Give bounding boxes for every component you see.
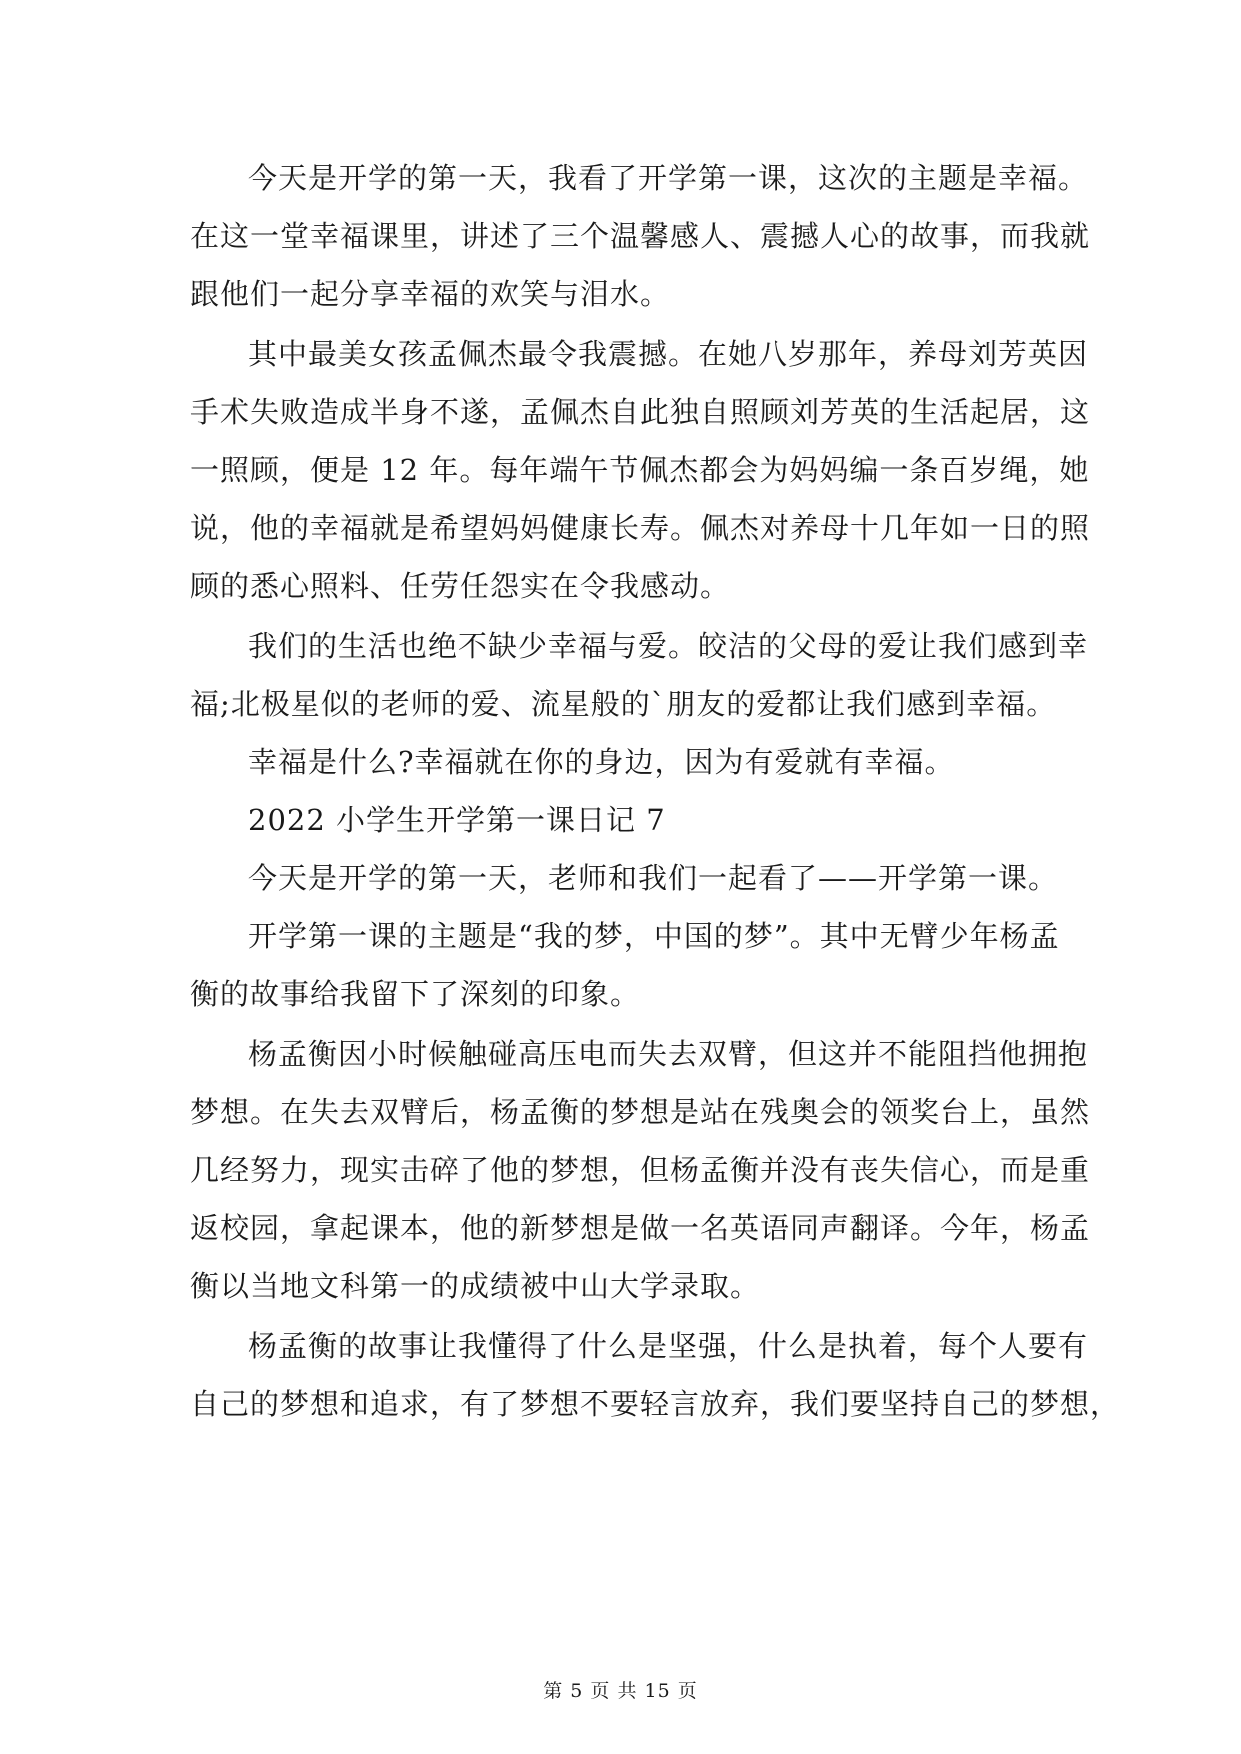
paragraph-line: 福;北极星似的老师的爱、流星般的`朋友的爱都让我们感到幸福。 [190,687,1057,721]
paragraph-line: 一照顾，便是 12 年。每年端午节佩杰都会为妈妈编一条百岁绳，她 [190,453,1090,487]
page-number-footer: 第 5 页 共 15 页 [543,1680,698,1702]
paragraph-line: 在这一堂幸福课里，讲述了三个温馨感人、震撼人心的故事，而我就 [190,219,1091,253]
paragraph-line: 幸福是什么?幸福就在你的身边，因为有爱就有幸福。 [248,745,955,779]
paragraph-line: 手术失败造成半身不遂，孟佩杰自此独自照顾刘芳英的生活起居，这 [190,395,1091,429]
paragraph-line: 今天是开学的第一天，老师和我们一起看了——开学第一课。 [248,861,1059,895]
paragraph-line: 杨孟衡因小时候触碰高压电而失去双臂，但这并不能阻挡他拥抱 [248,1037,1089,1071]
paragraph-line: 顾的悉心照料、任劳任怨实在令我感动。 [190,569,731,603]
paragraph-line: 衡以当地文科第一的成绩被中山大学录取。 [190,1269,761,1303]
paragraph-line: 几经努力，现实击碎了他的梦想，但杨孟衡并没有丧失信心，而是重 [190,1153,1091,1187]
paragraph-line: 我们的生活也绝不缺少幸福与爱。皎洁的父母的爱让我们感到幸 [248,629,1089,663]
paragraph-line: 自己的梦想和追求，有了梦想不要轻言放弃，我们要坚持自己的梦想， [190,1387,1121,1421]
paragraph-line: 跟他们一起分享幸福的欢笑与泪水。 [190,277,671,311]
section-heading: 2022 小学生开学第一课日记 7 [248,803,666,837]
paragraph-line: 返校园，拿起课本，他的新梦想是做一名英语同声翻译。今年，杨孟 [190,1211,1091,1245]
paragraph-line: 衡的故事给我留下了深刻的印象。 [190,977,641,1011]
paragraph-line: 今天是开学的第一天，我看了开学第一课，这次的主题是幸福。 [248,161,1089,195]
paragraph-line: 说，他的幸福就是希望妈妈健康长寿。佩杰对养母十几年如一日的照 [190,511,1091,545]
paragraph-line: 梦想。在失去双臂后，杨孟衡的梦想是站在残奥会的领奖台上，虽然 [190,1095,1091,1129]
paragraph-line: 开学第一课的主题是“我的梦，中国的梦”。其中无臂少年杨孟 [248,919,1060,953]
paragraph-line: 其中最美女孩孟佩杰最令我震撼。在她八岁那年，养母刘芳英因 [248,337,1089,371]
paragraph-line: 杨孟衡的故事让我懂得了什么是坚强，什么是执着，每个人要有 [248,1329,1089,1363]
